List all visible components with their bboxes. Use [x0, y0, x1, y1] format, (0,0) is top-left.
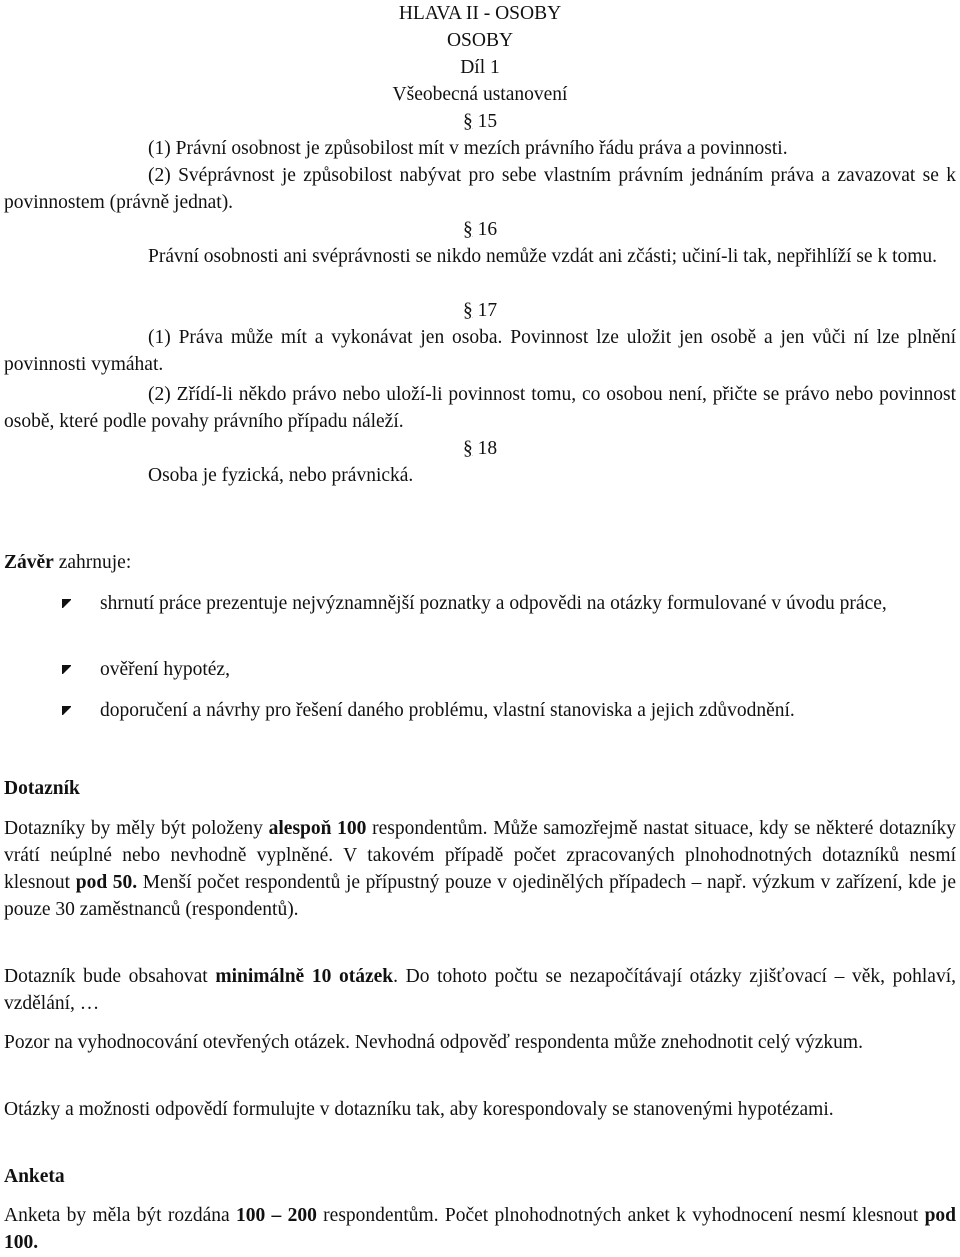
text-run: respondentům. Může samozřejmě nastat situace, kdy se některé dotazníky vrátí neúplné nebo nevhodně vyplněné. V takovém případě počet zpracovaných plnohodnotných dotazníků nesmí klesnout: [4, 818, 956, 893]
section-17-paragraph-2: (2) Zřídí-li někdo právo nebo uloží-li povinnost tomu, co osobou není, přičte se právo nebo povinnost osobě, které podle povahy právního případu náleží.: [4, 384, 956, 432]
bold-run: 100 – 200: [235, 1205, 317, 1226]
square-bullet-icon: [62, 706, 71, 715]
bold-run: minimálně 10 otázek: [215, 966, 394, 987]
text-run: Dotazníky by měly být položeny: [4, 818, 269, 839]
section-number: 17: [472, 300, 498, 321]
section-title: Všeobecná ustanovení: [392, 84, 568, 105]
square-bullet-icon: [62, 665, 71, 674]
bold-run: pod 50.: [75, 872, 138, 893]
section-number: 18: [472, 438, 498, 459]
list-item-text: doporučení a návrhy pro řešení daného problému, vlastní stanoviska a jejich zdůvodnění.: [100, 700, 795, 721]
zaver-list-3: [4, 697, 956, 724]
dotaznik-heading-text: Dotazník: [4, 778, 80, 799]
list-item-text: shrnutí práce prezentuje nejvýznamnější poznatky a odpovědi na otázky formulované v úvodu práce,: [100, 593, 887, 614]
bold-run: pod 100.: [4, 1205, 957, 1253]
section-15-heading: [4, 108, 956, 135]
section-16-heading: [4, 216, 956, 243]
division-title: Díl 1: [460, 57, 500, 78]
part-title: OSOBY: [446, 30, 514, 51]
chapter-title: HLAVA II - OSOBY: [398, 3, 562, 24]
section-18-paragraph-1: Osoba je fyzická, nebo právnická.: [148, 465, 414, 486]
section-sign: §: [462, 300, 473, 321]
section-sign: §: [462, 438, 473, 459]
section-17-paragraph-1: (1) Práva může mít a vykonávat jen osoba. Povinnost lze uložit jen osobě a jen vůči ní lze plnění povinnosti vymáhat.: [4, 327, 956, 375]
section-sign: §: [462, 219, 473, 240]
square-bullet-icon: [62, 599, 71, 608]
zaver-heading-rest: zahrnuje:: [53, 552, 132, 573]
text-run: respondentům. Počet plnohodnotných anket k vyhodnocení nesmí klesnout: [316, 1205, 925, 1226]
zaver-heading-bold: Závěr: [4, 552, 54, 573]
list-item: [4, 697, 956, 724]
section-15-paragraph-1: (1) Právní osobnost je způsobilost mít v mezích právního řádu práva a povinnosti.: [148, 138, 788, 159]
anketa-heading-text: Anketa: [4, 1166, 65, 1187]
zaver-heading: [4, 549, 956, 576]
text-run: Anketa by měla být rozdána: [4, 1205, 236, 1226]
zaver-list-2: [4, 656, 956, 683]
text-run: . Do tohoto počtu se nezapočítávají otázky zjišťovací – věk, pohlaví, vzdělání, …: [4, 966, 956, 1014]
dotaznik-paragraph-3: Pozor na vyhodnocování otevřených otázek. Nevhodná odpověď respondenta může znehodnotit celý výzkum.: [4, 1032, 863, 1053]
section-number: 15: [472, 111, 498, 132]
dotaznik-heading: [4, 775, 956, 802]
list-item-text: ověření hypotéz,: [100, 659, 230, 680]
section-sign: §: [462, 111, 473, 132]
text-run: Menší počet respondentů je přípustný pouze v ojedinělých případech – např. výzkum v zařízení, kde je pouze 30 zaměstnanců (respondentů).: [4, 872, 956, 920]
anketa-heading: [4, 1163, 956, 1190]
anketa-paragraph-1: [4, 1202, 956, 1256]
text-run: Dotazník bude obsahovat: [4, 966, 216, 987]
dotaznik-paragraph-1: [4, 815, 956, 923]
list-item: [4, 656, 956, 683]
dotaznik-paragraph-2: [4, 963, 956, 1017]
section-18-heading: [4, 435, 956, 462]
zaver-list: [4, 590, 956, 617]
section-17-heading: [4, 297, 956, 324]
list-item: [4, 590, 956, 617]
section-16-paragraph-1: Právní osobnosti ani svéprávnosti se nikdo nemůže vzdát ani zčásti; učiní-li tak, nepřihlíží se k tomu.: [148, 246, 938, 267]
bold-run: alespoň 100: [268, 818, 367, 839]
section-number: 16: [472, 219, 498, 240]
section-15-paragraph-2: (2) Svéprávnost je způsobilost nabývat pro sebe vlastním právním jednáním práva a zavazovat se k povinnostem (právně jednat).: [4, 165, 956, 213]
dotaznik-paragraph-4: Otázky a možnosti odpovědí formulujte v dotazníku tak, aby korespondovaly se stanovenými hypotézami.: [4, 1099, 834, 1120]
